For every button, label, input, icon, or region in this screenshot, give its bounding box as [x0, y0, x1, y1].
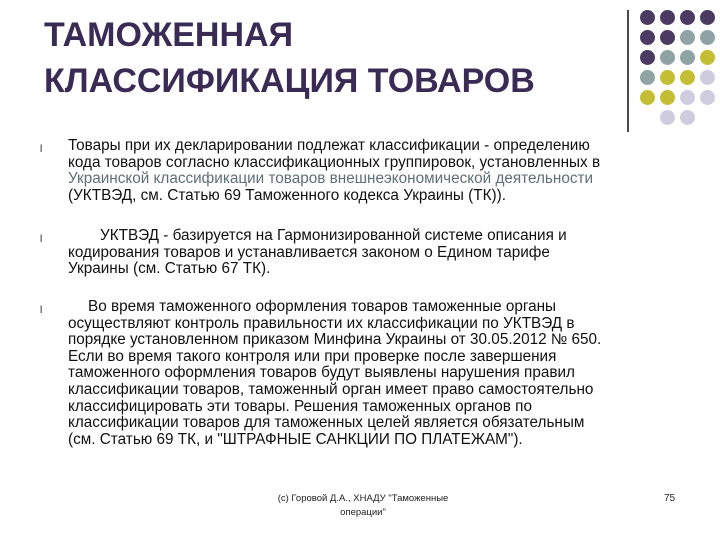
paragraph-line: Во время таможенного оформления товаров таможенные органы — [88, 298, 557, 315]
dot — [700, 50, 715, 65]
dot — [660, 30, 675, 45]
dot — [680, 50, 695, 65]
paragraph-line: порядке установленном приказом Минфина Украины от 30.05.2012 № 650. — [68, 331, 602, 349]
paragraph-line: Товары при их декларировании подлежат классификации - определению — [68, 137, 590, 154]
dot — [680, 90, 695, 105]
title-line-2: КЛАССИФИКАЦИЯ ТОВАРОВ — [44, 62, 535, 100]
dot — [680, 70, 695, 85]
dot — [640, 50, 655, 65]
dot — [700, 70, 715, 85]
dot — [680, 10, 695, 25]
decorative-divider — [627, 10, 629, 132]
dot — [660, 10, 675, 25]
paragraph-line: таможенного оформления товаров будут выявлены нарушения правил — [68, 364, 575, 382]
footer-credit — [258, 492, 468, 520]
bullet-marker: l — [40, 234, 43, 245]
paragraph-line: Украинской классификации товаров внешнеэкономической деятельности — [68, 170, 594, 188]
paragraph-classification — [68, 138, 668, 204]
paragraph-line: УКТВЭД - базируется на Гармонизированной системе описания и — [100, 227, 567, 244]
footer-line-1: (c) Горовой Д.А., ХНАДУ "Таможенные — [277, 493, 449, 504]
slide-title — [44, 12, 624, 104]
paragraph-line: (см. Статью 69 ТК, и "ШТРАФНЫЕ САНКЦИИ ПО ПЛАТЕЖАМ"). — [68, 430, 523, 448]
dot — [660, 70, 675, 85]
dot — [680, 110, 695, 125]
dot — [680, 30, 695, 45]
paragraph-customs-control — [68, 299, 668, 448]
paragraph-line: классифицировать эти товары. Решения таможенных органов по — [68, 397, 532, 415]
paragraph-line: Украины (см. Статью 67 ТК). — [68, 260, 271, 278]
dot — [660, 90, 675, 105]
bullet-marker: l — [40, 144, 43, 155]
paragraph-line: классификации товаров для таможенных целей является обязательным — [68, 414, 585, 432]
dot — [700, 30, 715, 45]
dot — [700, 10, 715, 25]
title-line-1: ТАМОЖЕННАЯ — [44, 16, 294, 54]
dot — [640, 10, 655, 25]
paragraph-uktved — [68, 228, 668, 278]
bullet-marker: l — [40, 305, 43, 316]
paragraph-line: классификации товаров, таможенный орган имеет право самостоятельно — [68, 380, 594, 398]
dot — [640, 30, 655, 45]
paragraph-line: Если во время такого контроля или при проверке после завершения — [68, 347, 557, 365]
footer-line-2: операции" — [340, 507, 386, 518]
dot — [640, 90, 655, 105]
dot — [700, 90, 715, 105]
paragraph-line: осуществляют контроль правильности их классификации по УКТВЭД в — [68, 314, 575, 332]
page-number: 75 — [664, 493, 676, 504]
paragraph-line: кодирования товаров и устанавливается законом о Едином тарифе — [68, 243, 550, 261]
paragraph-line: кода товаров согласно классификационных группировок, установленных в — [68, 153, 601, 171]
dot — [660, 50, 675, 65]
dot — [660, 110, 675, 125]
dot — [640, 70, 655, 85]
paragraph-line: (УКТВЭД, см. Статью 69 Таможенного кодекса Украины (ТК)). — [68, 186, 506, 204]
